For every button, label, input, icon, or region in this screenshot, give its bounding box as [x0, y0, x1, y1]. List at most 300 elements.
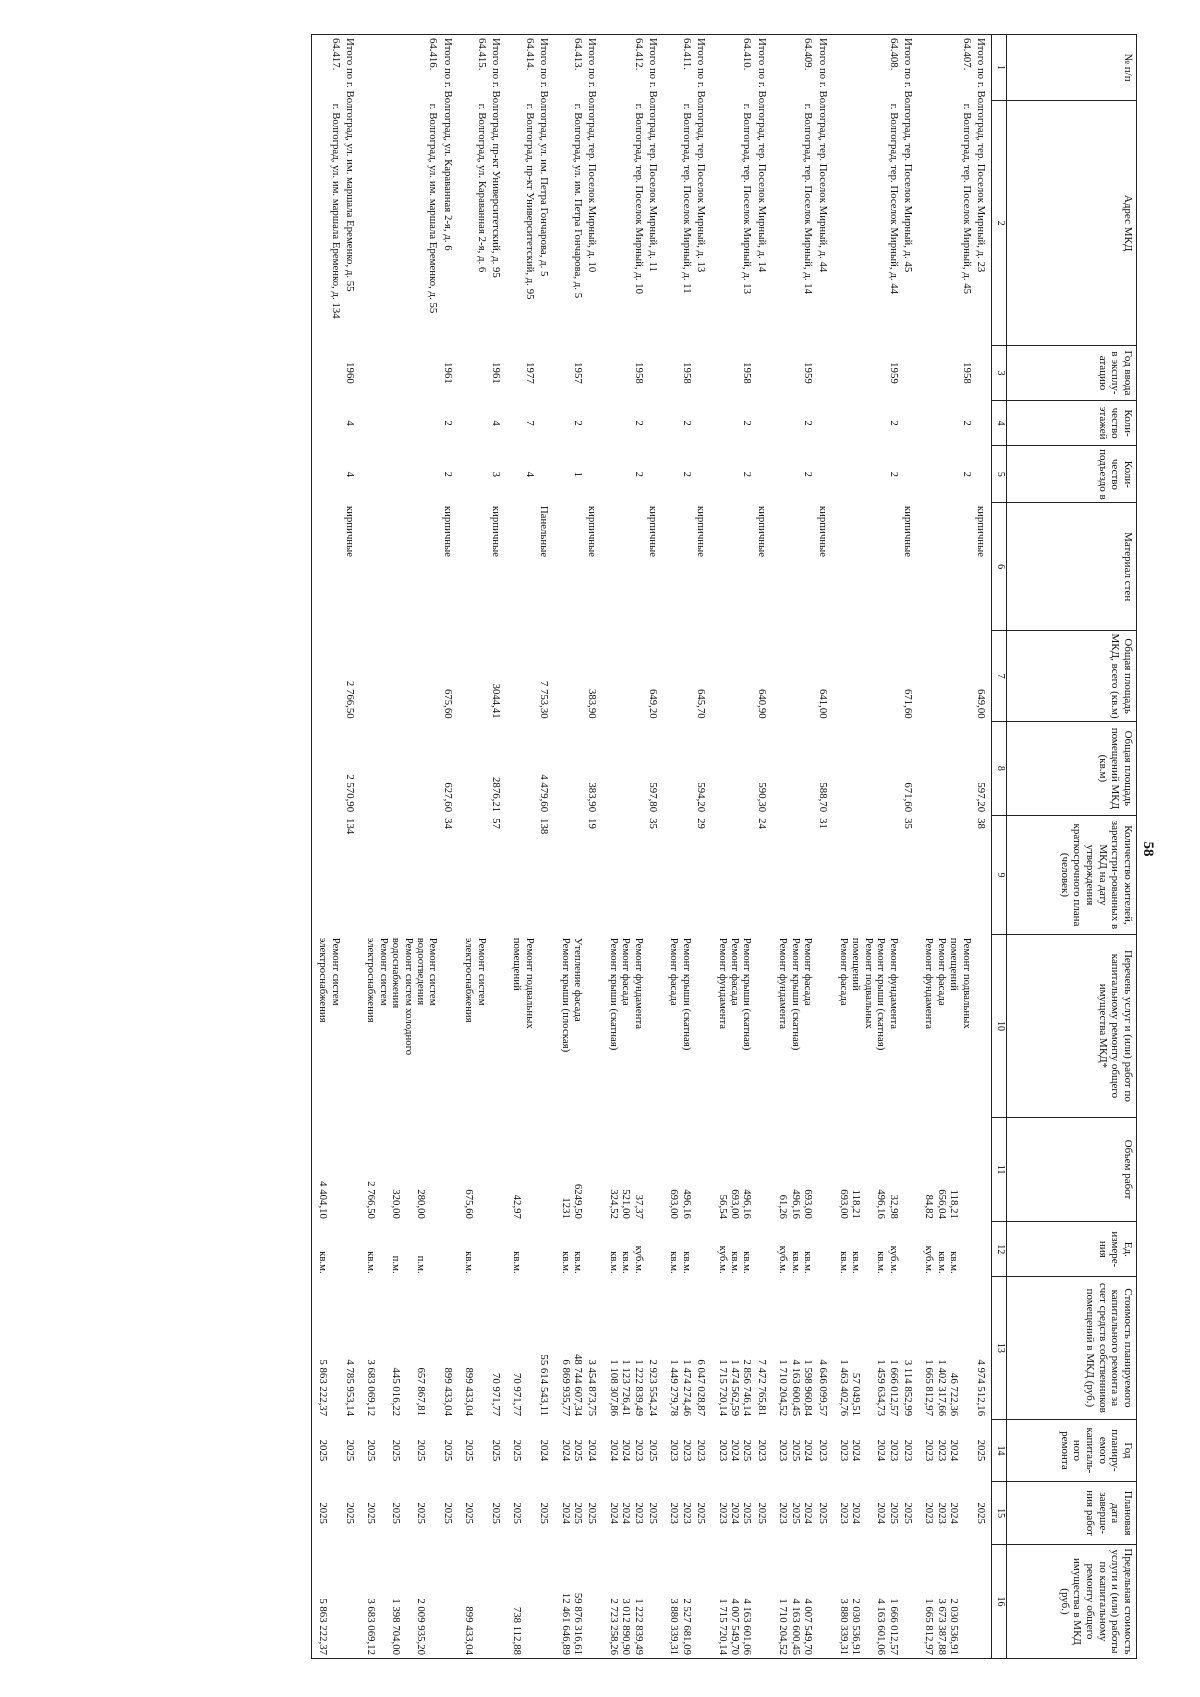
max-cost: 899 433,04 — [458, 1544, 489, 1658]
planned-year: 2024 — [538, 1439, 551, 1461]
table-row — [506, 34, 537, 1658]
planned-year: 2025 — [463, 1439, 476, 1461]
total-row — [694, 34, 711, 1658]
total-label: Итого по г. Волгоград, ул. Караванная 2-я, д. 6 — [440, 34, 457, 345]
table-bottom-border — [311, 34, 312, 1658]
cost: 70 971,77 — [490, 1372, 502, 1416]
column-number: 15 — [992, 1481, 1007, 1544]
year-built — [901, 345, 918, 400]
total-area — [711, 630, 754, 721]
total-row — [755, 34, 772, 1658]
unit — [755, 1221, 772, 1276]
total-area: 7 753,30 — [538, 680, 551, 719]
entrances — [311, 445, 342, 502]
address: г. Волгоград, ул. Караванная 2-я, д. 6 — [475, 103, 488, 272]
total-label: Итого по г. Волгоград, тер. Поселок Мирный, д. 11 — [646, 34, 663, 345]
year-built: 1958 — [680, 361, 693, 384]
header-row — [1007, 34, 1137, 1658]
wall-material: кирпичные — [441, 505, 454, 557]
planned-year: 2023 — [755, 1439, 768, 1461]
work-volume: 693,00 496,16 61,26 — [777, 1188, 815, 1219]
total-area: 645,70 — [695, 688, 708, 719]
max-cost — [755, 1544, 772, 1658]
year-built — [585, 345, 602, 400]
entrances: 4 — [343, 471, 356, 477]
unit: п.м. п.м. кв.м. — [365, 1250, 427, 1274]
completion-date: 2025 — [490, 1501, 502, 1524]
works-list: Ремонт систем водоотведения Ремонт систем холодного водоснабжения Ремонт систем электроснабжения — [365, 937, 440, 1055]
entrances — [974, 445, 992, 502]
premises-area — [554, 721, 585, 814]
year-built — [311, 345, 342, 400]
residents: 31 — [816, 817, 829, 829]
total-area — [772, 630, 815, 721]
column-number-row — [992, 34, 1007, 1658]
cost: 1 222 839,49 1 123 726,41 1 108 307,86 — [607, 1358, 645, 1416]
table-row — [663, 34, 694, 1658]
table-row — [311, 34, 342, 1658]
rotated-page — [35, 34, 1165, 1664]
total-area — [663, 630, 694, 721]
unit: куб.м. кв.м. кв.м. — [607, 1245, 645, 1274]
column-number: 9 — [992, 815, 1007, 935]
work-volume — [440, 1117, 457, 1222]
completion-date: 2025 — [901, 1501, 914, 1524]
max-cost: 1 222 839,49 3 012 890,90 2 723 258,26 — [602, 1544, 645, 1658]
residents: 19 — [586, 817, 599, 829]
premises-area — [711, 721, 754, 814]
planned-year: 2024 — [586, 1439, 599, 1461]
works-list: Ремонт крыши (скатная) Ремонт фасада — [668, 937, 693, 1050]
floors: 2 — [632, 419, 645, 426]
row-index: 64.409. — [772, 34, 815, 100]
entrances: 2 — [441, 471, 454, 477]
header-cell: Коли-чество этажей — [1007, 400, 1137, 446]
column-number: 13 — [992, 1276, 1007, 1418]
column-number: 11 — [992, 1117, 1007, 1222]
works-list — [901, 934, 918, 1116]
unit: кв.м. кв.м. куб.м. — [923, 1245, 961, 1274]
unit — [440, 1221, 457, 1276]
year-built — [458, 345, 489, 400]
work-volume — [815, 1117, 832, 1222]
premises-area: 671,60 — [901, 781, 914, 812]
row-index: 64.417. — [311, 34, 342, 100]
unit — [585, 1221, 602, 1276]
unit: кв.м. кв.м. — [559, 1250, 585, 1274]
header-cell: Коли-чество подъездо в — [1007, 445, 1137, 502]
year-built — [537, 345, 554, 400]
floors: 2 — [441, 419, 454, 426]
wall-material — [311, 502, 342, 630]
planned-year: 2023 2023 — [668, 1439, 693, 1461]
planned-year: 2025 — [317, 1439, 330, 1461]
row-index: 64.414. — [506, 34, 537, 100]
cost: 48 744 607,34 6 869 935,77 — [559, 1353, 585, 1416]
completion-date: 2025 — [695, 1501, 708, 1524]
row-index: 64.415. — [458, 34, 489, 100]
cost: 46 722,36 1 402 317,66 1 665 812,97 — [923, 1358, 961, 1416]
residents — [711, 815, 754, 935]
column-number: 7 — [992, 630, 1007, 721]
premises-area — [833, 721, 901, 814]
row-index: 64.410. — [711, 34, 754, 100]
table-row — [602, 34, 645, 1658]
total-area — [833, 630, 901, 721]
wall-material — [772, 502, 815, 630]
floors — [694, 400, 711, 446]
floors — [311, 400, 342, 446]
residents — [602, 815, 645, 935]
table-body — [311, 34, 992, 1658]
unit: куб.м. кв.м. кв.м. кв.м. — [837, 1245, 900, 1274]
works-list: Ремонт крыши (скатная) Ремонт фасада Ремонт фундамента — [716, 937, 754, 1050]
max-cost: 4 007 549,70 4 163 600,45 1 710 204,52 — [772, 1544, 815, 1658]
planned-year: 2025 2024 2023 — [716, 1439, 754, 1461]
floors: 2 — [887, 419, 900, 426]
work-volume — [585, 1117, 602, 1222]
wall-material: кирпичные — [647, 505, 660, 557]
wall-material — [711, 502, 754, 630]
total-row — [489, 34, 506, 1658]
total-area: 641,00 — [816, 688, 829, 719]
year-built — [815, 345, 832, 400]
unit — [694, 1221, 711, 1276]
entrances — [646, 445, 663, 502]
entrances — [755, 445, 772, 502]
column-number: 8 — [992, 721, 1007, 814]
residents — [663, 815, 694, 935]
cost: 1 666 012,57 1 459 634,73 57 049,51 1 463 402,76 — [837, 1358, 900, 1416]
entrances: 2 — [960, 471, 973, 477]
entrances — [901, 445, 918, 502]
premises-area: 590,30 — [755, 781, 768, 812]
table-row — [711, 34, 754, 1658]
residents: 29 — [695, 817, 708, 829]
floors — [537, 400, 554, 446]
header-cell: Год ввода в эксплу-атацию — [1007, 345, 1137, 400]
year-built: 1959 — [802, 361, 815, 384]
cost: 5 863 222,37 — [317, 1358, 330, 1416]
planned-year: 2023 2024 2024 — [607, 1439, 645, 1461]
total-label: Итого по г. Волгоград, тер. Поселок Мирный, д. 13 — [694, 34, 711, 345]
header-cell: Адрес МКД — [1007, 100, 1137, 345]
residents: 24 — [755, 817, 768, 829]
table-row — [833, 34, 901, 1658]
floors: 2 — [572, 419, 585, 426]
works-list — [537, 934, 554, 1116]
entrances: 3 — [490, 471, 502, 477]
table-bottom — [311, 34, 312, 1658]
cost: 1 474 274,46 1 449 279,78 — [668, 1358, 693, 1416]
floors: 2 — [802, 419, 815, 426]
total-area: 640,90 — [755, 688, 768, 719]
column-number: 2 — [992, 100, 1007, 345]
completion-date: 2025 — [975, 1501, 987, 1524]
unit: кв.м. — [511, 1250, 524, 1274]
entrances: 2 — [741, 471, 754, 477]
residents: 138 — [538, 817, 551, 834]
year-built — [974, 345, 992, 400]
column-number: 14 — [992, 1419, 1007, 1482]
premises-area: 588,70 — [816, 781, 829, 812]
address: г. Волгоград, тер. Поселок Мирный, д. 10 — [632, 103, 645, 294]
planned-year: 2025 2025 2025 — [365, 1439, 427, 1461]
cost: 6 047 028,87 — [695, 1358, 708, 1416]
total-label: Итого по г. Волгоград, пр-кт Университетский, д. 95 — [489, 34, 506, 345]
header-cell: Перечень услуг и (или) работ по капитальному ремонту общего имущества МКД* — [1007, 934, 1137, 1116]
completion-date: 2025 2025 2025 — [365, 1501, 427, 1524]
completion-date: 2024 2023 2023 — [923, 1501, 961, 1524]
max-cost — [901, 1544, 918, 1658]
work-volume — [489, 1117, 506, 1222]
header-cell: № п/п — [1007, 34, 1137, 100]
entrances — [815, 445, 832, 502]
max-cost: 1 666 012,57 4 163 601,06 2 030 536,91 3 880 339,31 — [833, 1544, 901, 1658]
table-row — [554, 34, 585, 1658]
floors — [360, 400, 440, 446]
row-index: 64.412. — [602, 34, 645, 100]
cost: 4 646 099,57 — [816, 1358, 829, 1416]
column-number: 3 — [992, 345, 1007, 400]
premises-area — [918, 721, 974, 814]
total-area — [918, 630, 974, 721]
max-cost — [646, 1544, 663, 1658]
max-cost: 4 163 601,06 4 007 549,70 1 715 720,14 — [711, 1544, 754, 1658]
works-list: Ремонт фундамента Ремонт фасада Ремонт крыши (скатная) — [607, 937, 645, 1050]
entrances: 1 — [572, 471, 585, 477]
work-volume: 280,00 320,00 2 766,50 — [365, 1180, 427, 1219]
total-area — [602, 630, 645, 721]
year-built: 1961 — [490, 361, 502, 384]
works-list: Ремонт систем электроснабжения — [463, 937, 488, 1023]
cost: 3 114 852,99 — [901, 1359, 914, 1416]
completion-date: 2025 2024 — [559, 1501, 585, 1524]
works-list: Утепление фасада Ремонт крыши (плоская) — [559, 937, 585, 1052]
row-index: 64.416. — [360, 34, 440, 100]
total-label: Итого по г. Волгоград, ул. им. маршала Еременко, д. 55 — [343, 34, 360, 345]
total-row — [815, 34, 832, 1658]
total-row — [974, 34, 992, 1658]
work-volume — [755, 1117, 772, 1222]
max-cost — [440, 1544, 457, 1658]
completion-date: 2025 — [816, 1501, 829, 1524]
planned-year: 2023 — [901, 1439, 914, 1461]
cost: 70 971,77 — [511, 1372, 524, 1416]
row-index: 64.413. — [554, 34, 585, 100]
max-cost — [815, 1544, 832, 1658]
wall-material — [833, 502, 901, 630]
address: г. Волгоград, тер. Поселок Мирный, д. 14 — [802, 103, 815, 294]
address: г. Волгоград, тер. Поселок Мирный, д. 13 — [741, 103, 754, 294]
completion-date: 2025 — [343, 1501, 356, 1524]
row-index: 64.411. — [663, 34, 694, 100]
work-volume: 6249,50 1231 — [559, 1183, 585, 1219]
total-label: Итого по г. Волгоград, тер. Поселок Мирный, д. 10 — [585, 34, 602, 345]
works-list — [755, 934, 772, 1116]
address: г. Волгоград, тер. Поселок Мирный, д. 11 — [680, 103, 693, 294]
entrances — [694, 445, 711, 502]
wall-material — [506, 502, 537, 630]
total-label: Итого по г. Волгоград, тер. Поселок Мирный, д. 45 — [901, 34, 918, 345]
work-volume — [694, 1117, 711, 1222]
max-cost: 2 009 935,20 1 398 704,00 3 683 069,12 — [360, 1544, 440, 1658]
max-cost — [585, 1544, 602, 1658]
completion-date: 2025 2024 2023 — [716, 1501, 754, 1524]
max-cost — [489, 1544, 506, 1658]
wall-material: кирпичные — [695, 505, 708, 557]
premises-area: 4 479,60 — [538, 773, 551, 812]
year-built: 1958 — [741, 361, 754, 384]
total-label: Итого по г. Волгоград, тер. Поселок Мирный, д. 23 — [974, 34, 992, 345]
works-list — [585, 934, 602, 1116]
page-number: 58 — [1140, 841, 1156, 856]
cost: 2 923 554,24 — [647, 1358, 660, 1416]
year-built: 1958 — [632, 361, 645, 384]
completion-date: 2025 — [586, 1501, 599, 1524]
floors: 7 — [523, 419, 536, 426]
floors — [755, 400, 772, 446]
wall-material — [918, 502, 974, 630]
completion-date: 2025 — [647, 1501, 660, 1524]
work-volume — [646, 1117, 663, 1222]
works-list — [343, 934, 360, 1116]
cost: 1 598 960,84 4 163 600,45 1 710 204,52 — [777, 1358, 815, 1416]
total-area: 649,00 — [975, 688, 987, 719]
residents: 134 — [343, 817, 356, 834]
entrances: 2 — [632, 471, 645, 477]
entrances: 2 — [680, 471, 693, 477]
address: г. Волгоград, ул. им. маршала Еременко, д. 134 — [329, 103, 342, 319]
completion-date: 2025 — [511, 1501, 524, 1524]
premises-area: 2876,21 — [490, 776, 502, 812]
premises-area: 627,60 — [441, 781, 454, 812]
total-row — [585, 34, 602, 1658]
floors: 4 — [343, 419, 356, 426]
work-volume — [901, 1117, 918, 1222]
row-index: 64.408. — [833, 34, 901, 100]
column-number: 1 — [992, 34, 1007, 100]
total-area: 383,90 — [586, 688, 599, 719]
year-built: 1961 — [441, 361, 454, 384]
cost: 7 472 765,81 — [755, 1358, 768, 1416]
premises-area: 594,20 — [695, 781, 708, 812]
planned-year: 2025 — [511, 1439, 524, 1461]
unit: кв.м. кв.м. куб.м. — [716, 1245, 754, 1274]
total-area: 671,60 — [901, 688, 914, 719]
wall-material: кирпичные — [816, 505, 829, 557]
entrances: 4 — [523, 471, 536, 477]
header-cell: Год планиру-емого капиталь-ного ремонта — [1007, 1419, 1137, 1482]
planned-year: 2025 — [647, 1439, 660, 1461]
max-cost: 2 030 536,91 3 673 387,88 1 665 812,97 — [918, 1544, 974, 1658]
residents: 34 — [441, 817, 454, 829]
total-row — [440, 34, 457, 1658]
residents: 35 — [901, 817, 914, 829]
unit — [537, 1221, 554, 1276]
column-number: 12 — [992, 1221, 1007, 1276]
max-cost — [694, 1544, 711, 1658]
completion-date: 2023 2023 — [668, 1501, 693, 1524]
completion-date: 2025 — [538, 1501, 551, 1524]
unit — [646, 1221, 663, 1276]
entrances — [585, 445, 602, 502]
cost: 899 433,04 — [463, 1367, 476, 1416]
address: г. Волгоград, ул. им. маршала Еременко, д. 55 — [427, 103, 440, 313]
floors — [974, 400, 992, 446]
work-volume — [343, 1117, 360, 1222]
premises-area — [311, 721, 342, 814]
column-number: 16 — [992, 1544, 1007, 1658]
premises-area — [506, 721, 537, 814]
residents — [772, 815, 815, 935]
entrances: 2 — [802, 471, 815, 477]
column-number: 4 — [992, 400, 1007, 446]
wall-material — [458, 502, 489, 630]
residents: 35 — [647, 817, 660, 829]
works-list — [815, 934, 832, 1116]
floors — [646, 400, 663, 446]
column-number: 5 — [992, 445, 1007, 502]
max-cost: 59 876 316,61 12 461 646,89 — [554, 1544, 585, 1658]
unit — [343, 1221, 360, 1276]
header-cell: Ед. измере-ния — [1007, 1221, 1137, 1276]
cost: 657 867,81 445 016,22 3 683 069,12 — [365, 1358, 427, 1416]
total-label: Итого по г. Волгоград, ул. им. Петра Гончарова, д. 5 — [537, 34, 554, 345]
unit: кв.м. кв.м. — [668, 1250, 693, 1274]
completion-date: 2025 — [441, 1501, 454, 1524]
cost: 3 454 873,75 — [586, 1358, 599, 1416]
planned-year: 2025 2024 — [559, 1439, 585, 1461]
address: г. Волгоград, пр-кт Университетский, д. 95 — [523, 103, 536, 299]
unit: кв.м. кв.м. куб.м. — [777, 1245, 815, 1274]
total-row — [901, 34, 918, 1658]
max-cost — [974, 1544, 992, 1658]
planned-year: 2025 — [441, 1439, 454, 1461]
completion-date: 2025 — [463, 1501, 476, 1524]
residents — [458, 815, 489, 935]
work-volume: 496,16 693,00 56,54 — [716, 1188, 754, 1219]
cost: 4 785 953,14 — [343, 1358, 356, 1416]
year-built — [360, 345, 440, 400]
residents — [833, 815, 901, 935]
table-row — [360, 34, 440, 1658]
premises-area — [602, 721, 645, 814]
residents — [311, 815, 342, 935]
address: г. Волгоград, тер. Поселок Мирный, д. 44 — [887, 103, 900, 294]
wall-material — [663, 502, 694, 630]
planned-year: 2023 — [816, 1439, 829, 1461]
premises-area — [458, 721, 489, 814]
address: г. Волгоград, тер. Поселок Мирный, д. 45 — [960, 103, 973, 294]
wall-material: Панельные — [538, 505, 551, 557]
completion-date: 2023 2024 2024 — [607, 1501, 645, 1524]
premises-area — [772, 721, 815, 814]
cost: 2 856 746,14 1 474 562,59 1 715 720,14 — [716, 1358, 754, 1416]
total-label: Итого по г. Волгоград, тер. Поселок Мирный, д. 44 — [815, 34, 832, 345]
floors: 2 — [741, 419, 754, 426]
max-cost — [343, 1544, 360, 1658]
premises-area — [663, 721, 694, 814]
wall-material — [554, 502, 585, 630]
row-index: 64.407. — [918, 34, 974, 100]
premises-area — [360, 721, 440, 814]
max-cost — [537, 1544, 554, 1658]
max-cost: 5 863 222,37 — [311, 1544, 342, 1658]
floors — [815, 400, 832, 446]
work-volume: 42,97 — [511, 1194, 524, 1219]
total-row — [537, 34, 554, 1658]
